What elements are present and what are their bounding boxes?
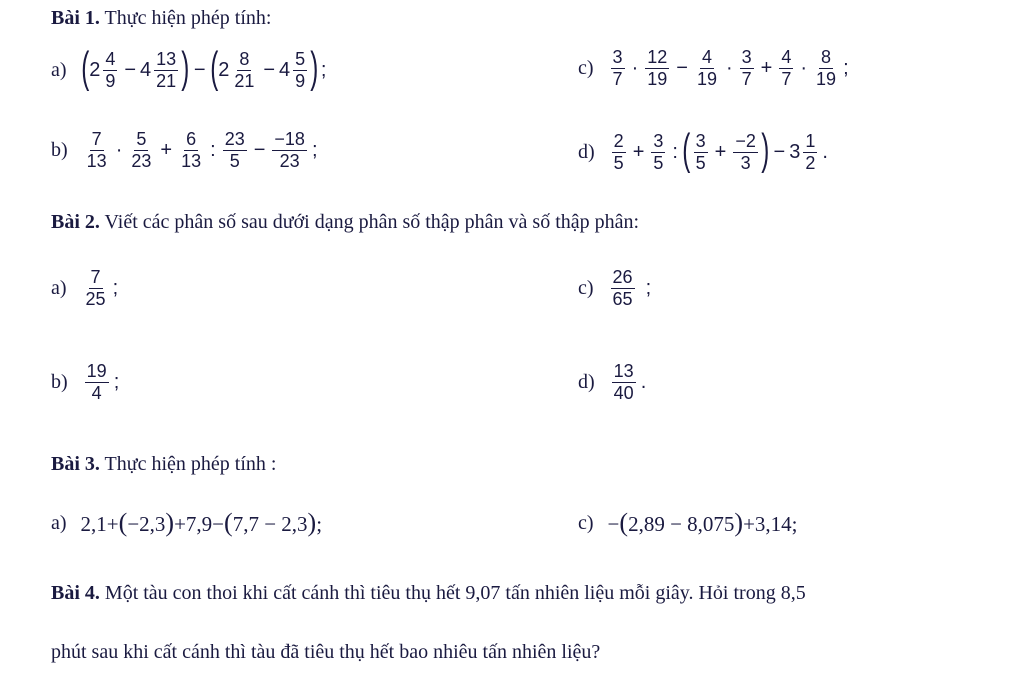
numerator: 1 (805, 130, 816, 151)
denominator: 5 (653, 152, 664, 173)
term: +3,14; (743, 512, 798, 536)
fraction (695, 48, 719, 89)
item-label: b) (51, 370, 68, 393)
bai3-title (51, 453, 276, 476)
close-paren: ) (310, 43, 319, 92)
denominator: 9 (105, 70, 116, 91)
fraction (85, 362, 109, 403)
denominator: 7 (741, 68, 752, 89)
fraction (85, 130, 109, 171)
fraction (612, 362, 636, 403)
numerator: 3 (741, 47, 752, 67)
bai1-title-text: Thực hiện phép tính: (99, 7, 272, 29)
open-paren: ( (682, 125, 691, 174)
denominator: 23 (279, 150, 300, 171)
term: − (607, 512, 620, 536)
numerator: −18 (274, 129, 305, 149)
denominator: 3 (740, 152, 751, 173)
mixed-whole: 3 (789, 140, 801, 163)
bai2-title-bold: Bài 2. (51, 211, 100, 233)
open-paren: ( (209, 43, 218, 92)
fraction (223, 130, 247, 171)
mixed-whole: 2 (218, 58, 230, 81)
item-label: a) (51, 276, 67, 299)
bai4-title-bold: Bài 4. (51, 582, 100, 604)
bai1-item-d (578, 125, 828, 174)
bai3-item-c (578, 508, 798, 538)
bai3-a-expression: 2,1+(−2,3)+7,9−(7,7 − 2,3); (80, 508, 323, 537)
bai3-c-expression: −(2,89 − 8,075)+3,14; (607, 508, 798, 537)
fraction (129, 130, 153, 171)
denominator: 5 (229, 150, 240, 171)
mixed-whole: 4 (140, 58, 152, 81)
bai2-item-c (578, 268, 651, 309)
numerator: 5 (136, 129, 147, 149)
mixed-whole: 2 (89, 58, 101, 81)
numerator: 19 (86, 361, 107, 381)
numerator: 23 (224, 129, 245, 149)
punctuation: ; (311, 138, 318, 161)
numerator: 4 (781, 47, 792, 67)
numerator: 3 (653, 130, 664, 151)
bai1-d-expression: $\frac{2}{5}$ + $\frac{3}{5}$ : ( $\frac{3}{5}$ + $\frac{-2}{3}$ ) − 3 $\frac{1}{2}$ . (613, 125, 828, 174)
bai2-item-b (51, 362, 119, 403)
term: 2,89 − 8,075 (628, 512, 735, 536)
bai4-line2: phút sau khi cất cánh thì tàu đã tiêu thụ hết bao nhiêu tấn nhiên liệu? (51, 641, 601, 663)
bai4-line1 (51, 581, 806, 605)
bai1-item-b (51, 130, 318, 171)
denominator: 19 (696, 68, 717, 89)
item-label: c) (578, 511, 594, 534)
numerator: 4 (701, 47, 712, 67)
fraction (740, 48, 754, 89)
denominator: 5 (613, 152, 624, 173)
numerator: 8 (821, 47, 832, 67)
denominator: 5 (695, 152, 706, 173)
denominator: 21 (234, 70, 255, 91)
term: 7,7 − 2,3 (232, 512, 308, 536)
denominator: 2 (805, 152, 816, 173)
denominator: 19 (647, 68, 668, 89)
bai2-item-d (578, 362, 646, 403)
item-label: c) (578, 276, 594, 299)
denominator: 9 (295, 70, 306, 91)
punctuation: ; (113, 370, 120, 393)
punctuation: . (822, 140, 828, 163)
bai1-title (51, 7, 271, 30)
fraction (84, 268, 108, 309)
bai3-item-a (51, 508, 322, 538)
fraction (232, 50, 256, 91)
denominator: 7 (612, 68, 623, 89)
numerator: 4 (105, 48, 116, 69)
numerator: 3 (695, 130, 706, 151)
fraction (651, 132, 665, 173)
fraction (803, 132, 817, 173)
fraction (779, 48, 793, 89)
item-label: c) (578, 56, 594, 79)
item-label: d) (578, 370, 595, 393)
fraction (645, 48, 669, 89)
numerator: 3 (612, 47, 623, 67)
numerator: 13 (156, 48, 177, 69)
numerator: 7 (90, 267, 101, 287)
close-paren: ) (181, 43, 190, 92)
term: −2,3 (127, 512, 166, 536)
numerator: 7 (91, 129, 102, 149)
fraction (611, 48, 625, 89)
bai1-a-expression: ( 2 $\frac{4}{9}$ − 4 $\frac{13}{21}$ ) − ( 2 $\frac{8}{21}$ − 4 $\frac{5}{9}$ ) ; (80, 43, 327, 92)
item-label: d) (578, 140, 595, 163)
bai1-title-bold: Bài 1. (51, 7, 100, 29)
term: +7,9− (174, 512, 225, 536)
bai2-title (51, 211, 639, 234)
bai4-text-line1: Một tàu con thoi khi cất cánh thì tiêu thụ hết 9,07 tấn nhiên liệu mỗi giây. Hỏi trong 8,5 (99, 582, 806, 604)
fraction (179, 130, 203, 171)
fraction (814, 48, 838, 89)
punctuation: ; (112, 276, 119, 299)
fraction (293, 50, 307, 91)
punctuation: ; (320, 58, 327, 81)
denominator: 13 (86, 150, 107, 171)
bai2-b-expression (82, 362, 120, 403)
bai3-title-text: Thực hiện phép tính : (99, 453, 277, 475)
bai1-c-expression: $\frac{3}{7}$ · $\frac{12}{19}$ − $\frac{4}{19}$ · $\frac{3}{7}$ + $\frac{4}{7}$ · $\frac{8}{19}$ ; (612, 47, 849, 89)
item-label: a) (51, 511, 67, 534)
denominator: 65 (612, 288, 633, 309)
close-paren: ) (761, 125, 770, 174)
bai2-d-expression (609, 362, 647, 403)
bai2-title-text: Viết các phân số sau dưới dạng phân số thập phân và số thập phân: (99, 211, 640, 233)
numerator: 26 (612, 267, 633, 287)
mixed-whole: 4 (279, 58, 291, 81)
punctuation: ; (645, 276, 652, 299)
denominator: 19 (816, 68, 837, 89)
fraction (154, 50, 178, 91)
numerator: 13 (613, 361, 634, 381)
item-label: b) (51, 138, 68, 161)
numerator: 12 (647, 47, 668, 67)
bai1-b-expression: $\frac{7}{13}$ · $\frac{5}{23}$ + $\frac{6}{13}$ : $\frac{23}{5}$ − $\frac{-18}{23}$ ; (86, 129, 318, 171)
denominator: 25 (85, 288, 106, 309)
open-paren: ( (80, 43, 89, 92)
bai1-item-a (51, 43, 327, 92)
fraction (611, 268, 635, 309)
bai3-title-bold: Bài 3. (51, 453, 100, 475)
fraction (733, 132, 758, 173)
denominator: 4 (91, 382, 102, 403)
fraction (272, 130, 307, 171)
fraction (612, 132, 626, 173)
numerator: 8 (239, 48, 250, 69)
bai1-item-c (578, 48, 849, 89)
denominator: 23 (131, 150, 152, 171)
denominator: 21 (156, 70, 177, 91)
denominator: 40 (613, 382, 634, 403)
denominator: 13 (181, 150, 202, 171)
fraction (694, 132, 708, 173)
denominator: 7 (781, 68, 792, 89)
term: 2,1+ (80, 512, 119, 536)
punctuation: . (640, 370, 647, 393)
numerator: 5 (295, 48, 306, 69)
bai2-c-expression (608, 268, 652, 309)
item-label: a) (51, 58, 67, 81)
numerator: −2 (735, 130, 756, 151)
bai2-item-a (51, 268, 118, 309)
numerator: 6 (186, 129, 197, 149)
punctuation: ; (316, 512, 323, 536)
numerator: 2 (613, 130, 624, 151)
punctuation: ; (843, 56, 849, 79)
fraction (103, 50, 117, 91)
bai2-a-expression (81, 268, 119, 309)
